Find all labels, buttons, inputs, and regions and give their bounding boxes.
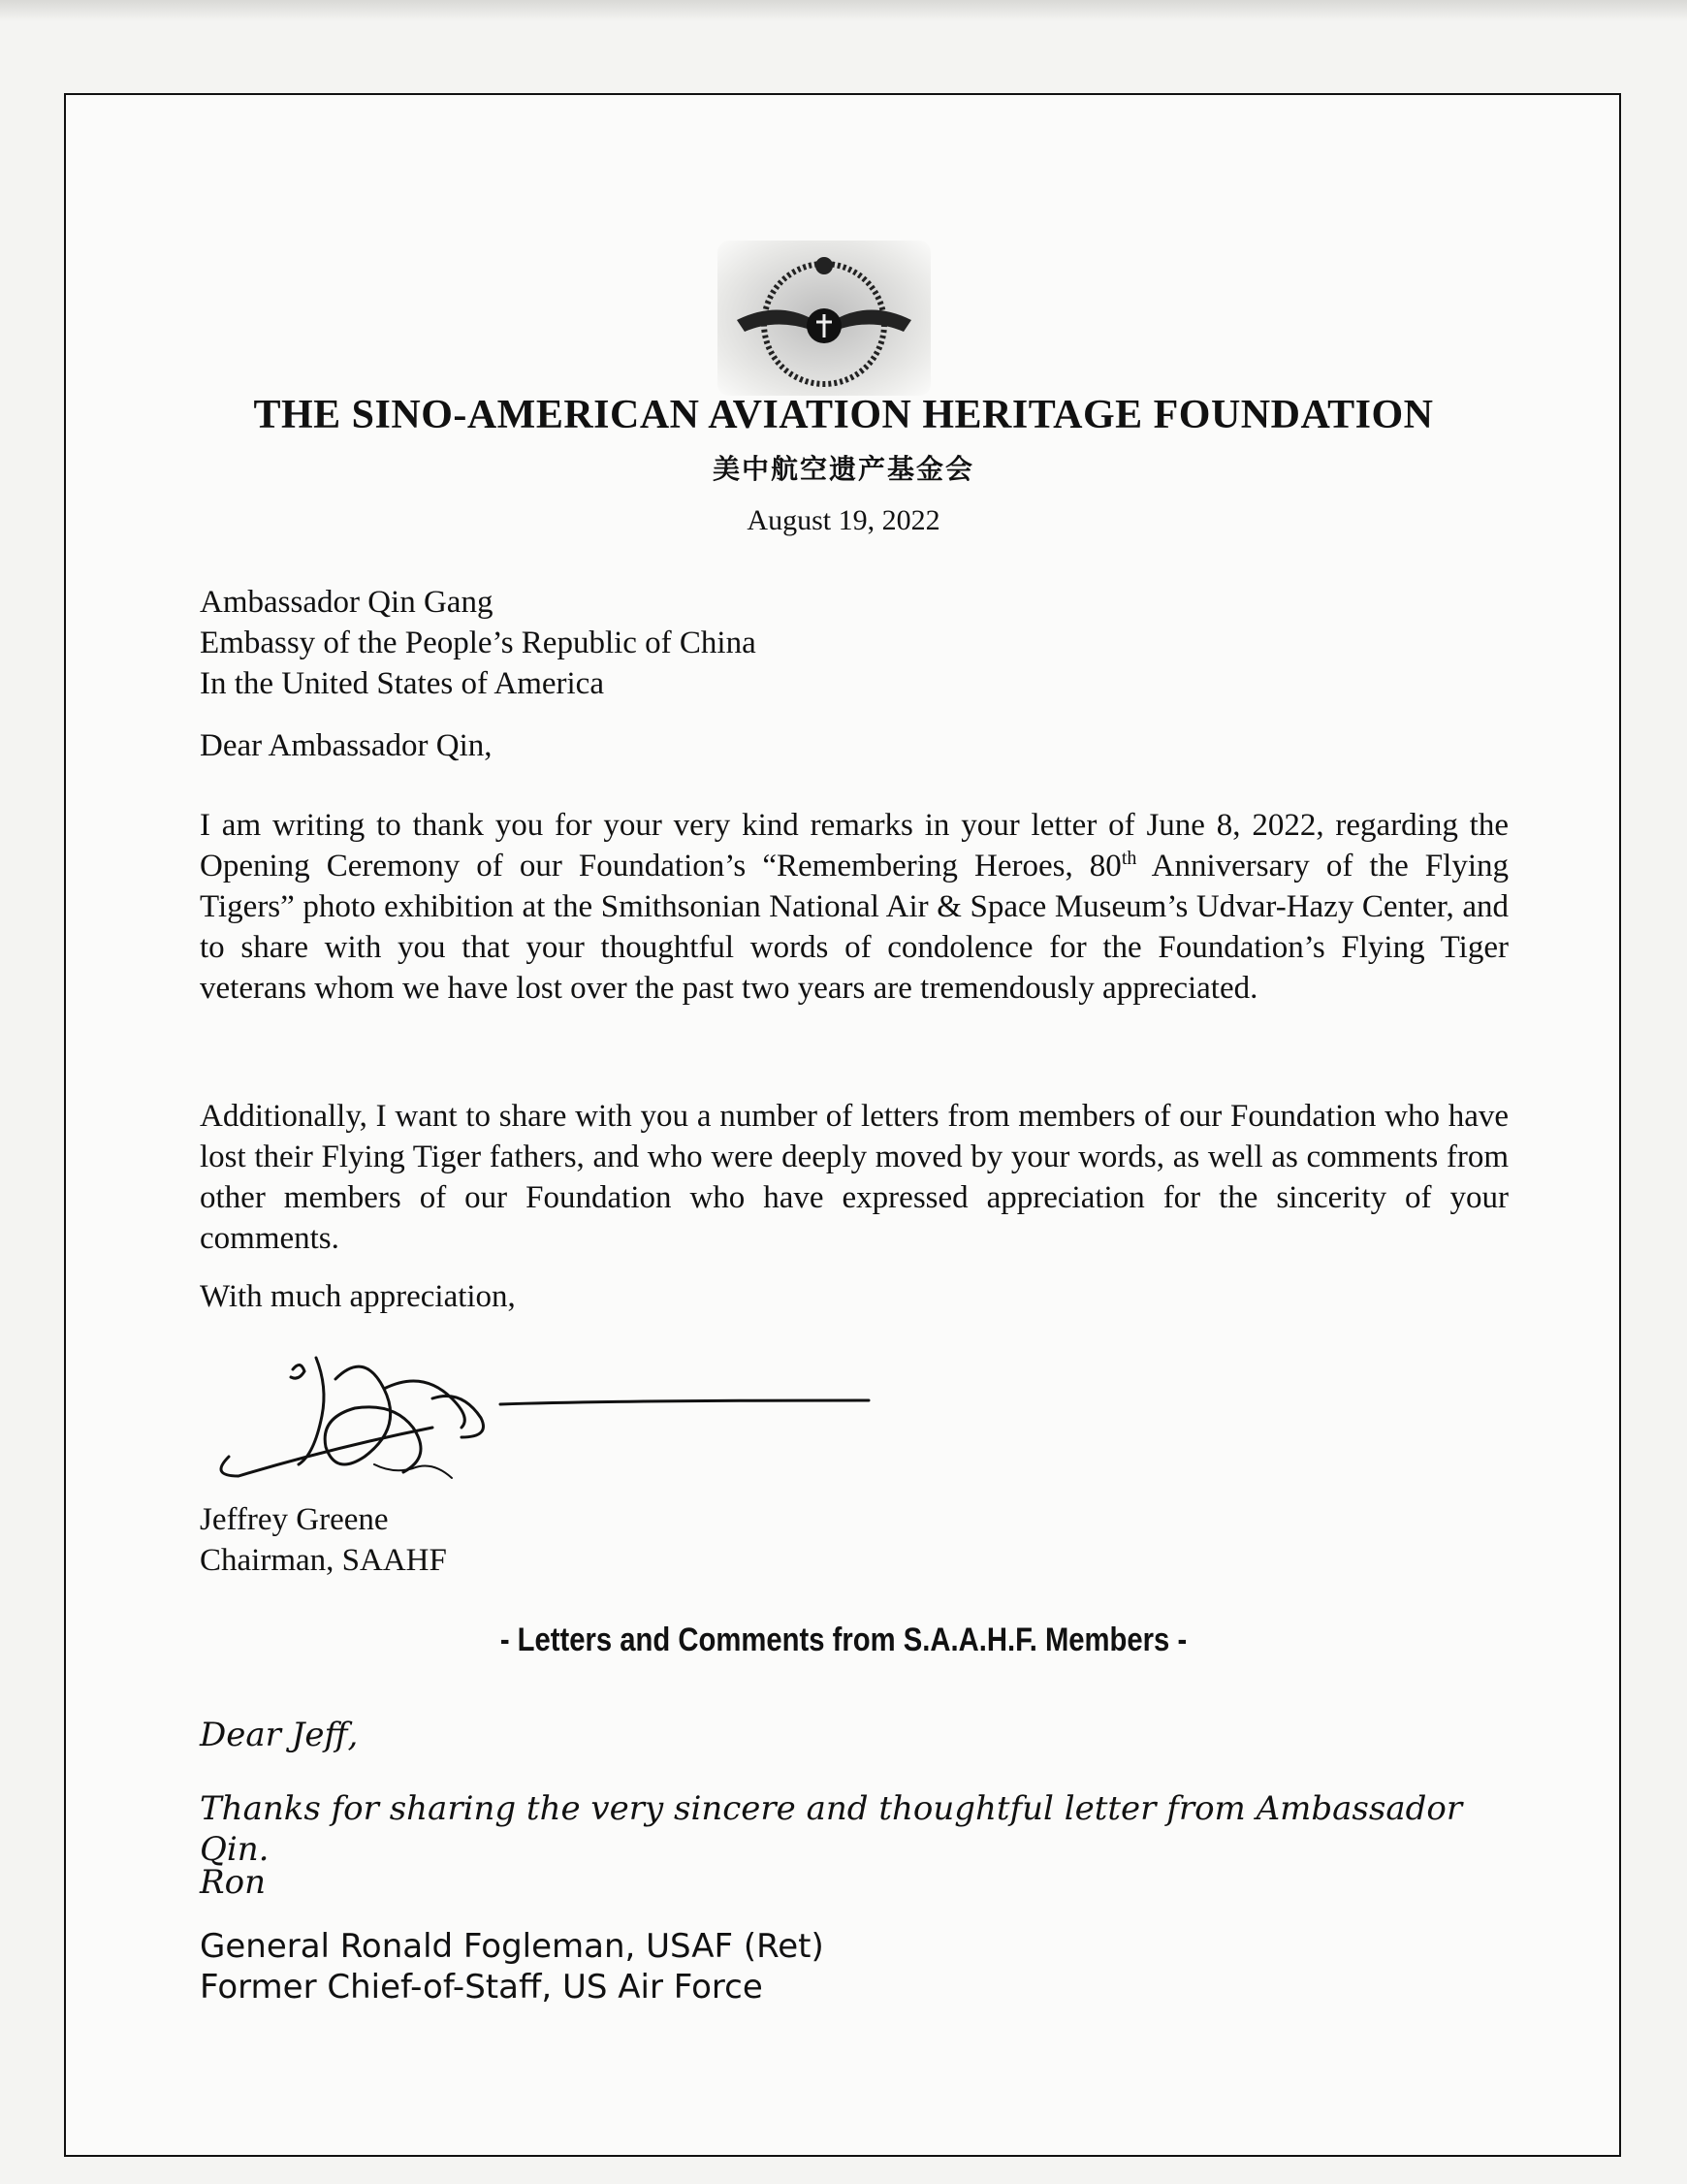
salutation: Dear Ambassador Qin, — [200, 728, 493, 763]
ordinal-suffix: th — [1121, 848, 1137, 869]
recipient-line-1: Ambassador Qin Gang — [200, 585, 493, 620]
reply-author-name: General Ronald Fogleman, USAF (Ret) — [200, 1927, 824, 1966]
paragraph-1-text-b: Anniversary of the Flying Tigers” photo exhibition at the Smithsonian National Air & Space Museum’s Udvar-Hazy Center, and to share with you that your thoughtful words of condolence for the Foundation’s Flying Tiger veterans whom we have lost over the past two years are tremendously appreciated. — [200, 849, 1509, 1006]
scan-edge — [0, 0, 1687, 21]
recipient-address — [200, 582, 1509, 704]
reply-signoff: Ron — [200, 1863, 266, 1902]
signer-block — [200, 1499, 1509, 1581]
organization-name-chinese: 美中航空遗产基金会 — [712, 453, 974, 485]
comments-heading: - Letters and Comments from S.A.A.H.F. Members - — [499, 1622, 1188, 1658]
paragraph-1-text-a: I am writing to thank you for your very kind remarks in your letter of June 8, 2022, regarding the Opening Ceremony of our Foundation’s “Remembering Heroes, 80 — [200, 808, 1509, 883]
letter-date: August 19, 2022 — [747, 504, 940, 536]
handwritten-signature — [209, 1350, 888, 1486]
paragraph-1 — [200, 805, 1509, 1009]
reply-author-block — [200, 1926, 1509, 2007]
signer-title: Chairman, SAAHF — [200, 1543, 447, 1578]
reply-author-title: Former Chief-of-Staff, US Air Force — [200, 1968, 763, 2007]
paragraph-2: Additionally, I want to share with you a number of letters from members of our Foundation who have lost their Flying Tiger fathers, and who were deeply moved by your words, as well as comments from other members of our Foundation who have expressed appreciation for the sincerity of your comments. — [200, 1099, 1509, 1256]
closing: With much appreciation, — [200, 1279, 516, 1314]
recipient-line-2: Embassy of the People’s Republic of China — [200, 626, 756, 660]
reply-salutation: Dear Jeff, — [200, 1716, 359, 1754]
signer-name: Jeffrey Greene — [200, 1502, 389, 1537]
organization-name: THE SINO-AMERICAN AVIATION HERITAGE FOUNDATION — [253, 393, 1434, 437]
winged-emblem-icon — [717, 241, 931, 396]
reply-body: Thanks for sharing the very sincere and thoughtful letter from Ambassador Qin. — [200, 1789, 1463, 1869]
recipient-line-3: In the United States of America — [200, 666, 604, 701]
